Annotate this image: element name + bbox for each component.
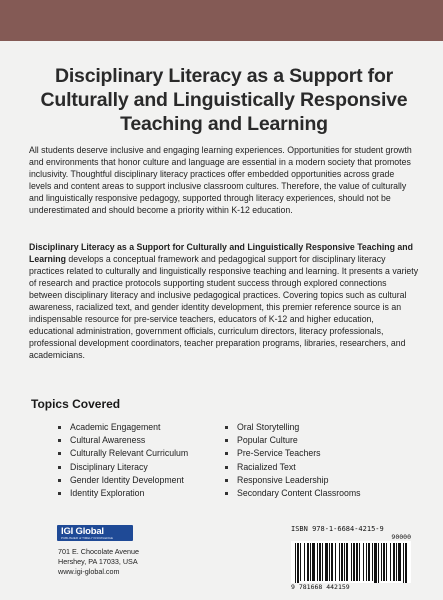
cover-top-band — [0, 0, 443, 41]
logo-text: IGI Global — [61, 526, 104, 537]
barcode-bar — [390, 543, 391, 581]
barcode-bar — [363, 543, 364, 581]
barcode-bar — [351, 543, 352, 581]
barcode-bar — [304, 543, 305, 581]
barcode-bar — [398, 543, 401, 581]
topic-label: Cultural Awareness — [70, 435, 146, 446]
topic-item — [225, 487, 361, 500]
bullet-icon — [58, 426, 61, 429]
topic-label: Identity Exploration — [70, 488, 145, 499]
barcode-bar — [339, 543, 340, 581]
description-paragraph-2 — [29, 241, 419, 361]
barcode-bar — [396, 543, 397, 581]
topic-item — [58, 487, 188, 500]
description-book-title: Disciplinary Literacy as a Support for Culturally and Linguistically Responsive Teaching and Learning — [29, 242, 413, 264]
barcode-bar — [310, 543, 311, 581]
topic-item — [58, 421, 188, 434]
barcode-bar — [359, 543, 360, 581]
logo-tagline: PUBLISHER of TIMELY KNOWLEDGE — [61, 536, 114, 540]
topic-item — [58, 461, 188, 474]
bullet-icon — [58, 439, 61, 442]
barcode-bar — [331, 543, 333, 581]
bullet-icon — [225, 426, 228, 429]
bullet-icon — [58, 452, 61, 455]
barcode-bar — [319, 543, 321, 581]
barcode-bar — [329, 543, 330, 581]
barcode-bar — [386, 543, 387, 581]
publisher-website: www.igi-global.com — [58, 567, 120, 576]
barcode-bar — [312, 543, 315, 581]
topic-label: Disciplinary Literacy — [70, 461, 148, 472]
bullet-icon — [58, 466, 61, 469]
barcode-bar — [372, 543, 373, 581]
barcode-bar — [325, 543, 328, 581]
barcode-bar — [335, 543, 336, 581]
barcode-bar — [341, 543, 343, 581]
barcode-bar — [403, 543, 404, 583]
topics-list-right — [225, 421, 361, 500]
topic-item — [58, 474, 188, 487]
topic-label: Secondary Content Classrooms — [237, 488, 361, 499]
barcode-bar — [317, 543, 318, 581]
book-title: Disciplinary Literacy as a Support for Culturally and Linguistically Responsive Teaching and Learning — [40, 65, 408, 135]
topics-list-left — [58, 421, 188, 500]
barcode-bar — [307, 543, 309, 581]
topic-item — [225, 461, 361, 474]
barcode-image — [291, 541, 411, 583]
bullet-icon — [225, 466, 228, 469]
topics-heading: Topics Covered — [31, 397, 121, 411]
bullet-icon — [225, 439, 228, 442]
topic-item — [225, 421, 361, 434]
barcode-bar — [344, 543, 345, 581]
barcode-bar — [378, 543, 379, 583]
bullet-icon — [225, 492, 228, 495]
barcode-bar — [393, 543, 395, 581]
topic-label: Culturally Relevant Curriculum — [70, 448, 189, 459]
topic-label: Academic Engagement — [70, 422, 161, 432]
topic-item — [225, 474, 361, 487]
barcode-number: 9 781668 442159 — [291, 583, 350, 591]
price-code: 90000 — [391, 533, 411, 541]
description-paragraph-1: All students deserve inclusive and engaging learning experiences. Opportunities for student growth and environments that honor culture and language are essential in a modern society that promotes inclusivity. Thoughtful disciplinary literacy practices offer embedded opportunities across grade levels and content areas to support inclusive classroom cultures. Therefore, the value of culturally and linguistically responsive pedagogy, supported through literacy experiences, should not be underestimated and should become a priority within K-12 education. — [29, 145, 412, 215]
barcode-bar — [346, 543, 348, 581]
barcode-bar — [322, 543, 323, 581]
barcode-bar — [353, 543, 355, 581]
isbn-text: ISBN 978-1-6684-4215-9 — [291, 525, 384, 533]
topic-label: Gender Identity Development — [70, 474, 184, 485]
topic-item — [225, 447, 361, 460]
address-city: Hershey, PA 17033, USA — [58, 557, 138, 566]
topic-label: Popular Culture — [237, 435, 298, 446]
bullet-icon — [225, 452, 228, 455]
topic-item — [58, 447, 188, 460]
address-street: 701 E. Chocolate Avenue — [58, 547, 139, 556]
topic-label: Responsive Leadership — [237, 474, 329, 485]
barcode-bar — [297, 543, 299, 583]
publisher-logo — [57, 525, 133, 541]
bullet-icon — [225, 479, 228, 482]
barcode-bar — [374, 543, 377, 583]
barcode-bar — [383, 543, 385, 581]
topic-item — [225, 434, 361, 447]
barcode-bar — [300, 543, 301, 581]
barcode-bar — [366, 543, 367, 581]
description-body: develops a conceptual framework and pedagogical support for disciplinary literacy practices related to culturally and linguistically responsive teaching and learning. It presents a variety of research and practice protocols supporting student success through explored connections between disciplinary literacy and inclusive pedagogical practices. Covering topics such as cultural awareness, racialized text, and gender identity development, this premier reference source is an indispensable resource for pre-service teachers, educators of K-12 and higher education, educational administration, government officials, curriculum directors, literacy professionals, professional development coordinators, teacher preparation programs, libraries, researchers, and academicians. — [29, 254, 419, 360]
barcode-bar — [381, 543, 382, 581]
bullet-icon — [58, 479, 61, 482]
isbn-barcode-block — [291, 525, 411, 592]
topic-item — [58, 434, 188, 447]
barcode-bar — [356, 543, 358, 581]
barcode-bar — [405, 543, 407, 583]
barcode-bar — [368, 543, 370, 581]
barcode-bar — [295, 543, 296, 583]
topic-label: Oral Storytelling — [237, 422, 300, 432]
topic-label: Racialized Text — [237, 461, 296, 472]
publisher-address — [58, 547, 139, 577]
topic-label: Pre-Service Teachers — [237, 448, 321, 459]
bullet-icon — [58, 492, 61, 495]
